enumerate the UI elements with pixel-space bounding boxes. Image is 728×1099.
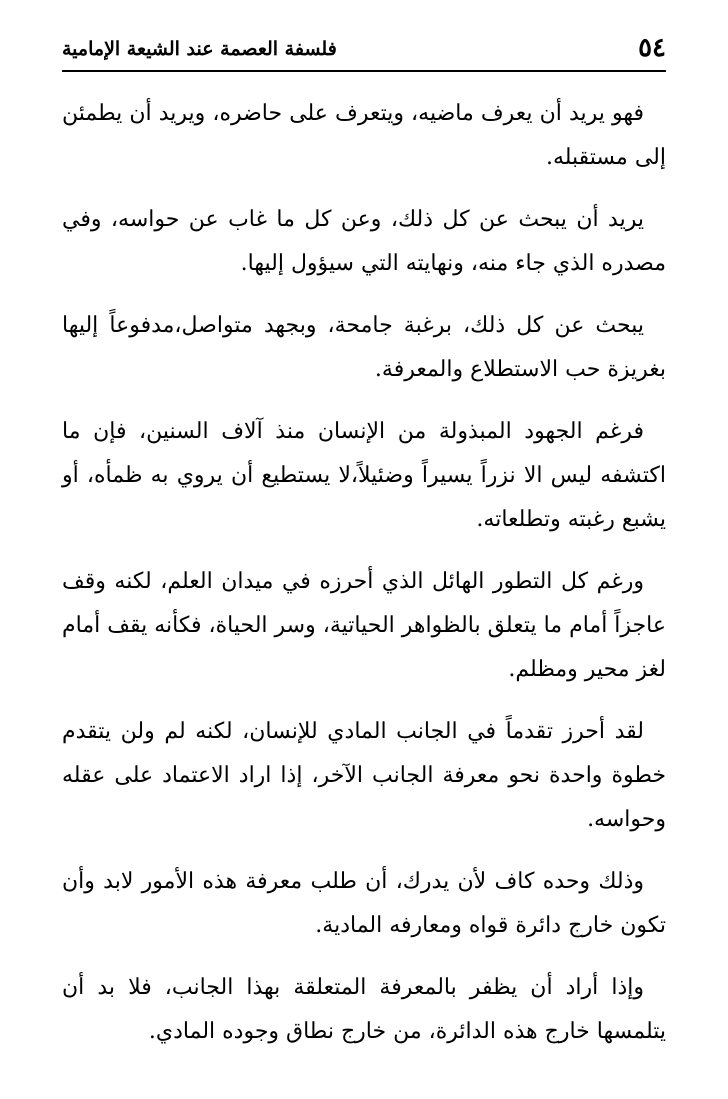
paragraph-3: يبحث عن كل ذلك، برغبة جامحة، وبجهد متواصل،مدفوعاً إليها بغريزة حب الاستطلاع والمعرفة. — [62, 313, 666, 382]
paragraph-6: لقد أحرز تقدماً في الجانب المادي للإنسان، لكنه لم ولن يتقدم خطوة واحدة نحو معرفة الجانب الآخر، إذا اراد الاعتماد على عقله وحواسه. — [62, 719, 666, 832]
header-divider — [62, 70, 666, 72]
page-number: ٥٤ — [638, 33, 666, 63]
body-text — [62, 92, 666, 1072]
paragraph-4: فرغم الجهود المبذولة من الإنسان منذ آلاف السنين، فإن ما اكتشفه ليس الا نزراً يسيراً وضئيلاً،لا يستطيع أن يروي به ظمأه، أو يشبع رغبته وتطلعاته. — [62, 419, 666, 532]
paragraph-2: يريد أن يبحث عن كل ذلك، وعن كل ما غاب عن حواسه، وفي مصدره الذي جاء منه، ونهايته التي سيؤول إليها. — [62, 207, 666, 276]
paragraph-8: وإذا أراد أن يظفر بالمعرفة المتعلقة بهذا الجانب، فلا بد أن يتلمسها خارج هذه الدائرة، من خارج نطاق وجوده المادي. — [62, 975, 666, 1044]
paragraph-5: ورغم كل التطور الهائل الذي أحرزه في ميدان العلم، لكنه وقف عاجزاً أمام ما يتعلق بالظواهر الحياتية، وسر الحياة، فكأنه يقف أمام لغز محير ومظلم. — [62, 569, 666, 682]
running-title: فلسفة العصمة عند الشيعة الإمامية — [62, 38, 337, 60]
paragraph-1: فهو يريد أن يعرف ماضيه، ويتعرف على حاضره، ويريد أن يطمئن إلى مستقبله. — [62, 101, 666, 170]
running-header — [62, 30, 666, 70]
paragraph-7: وذلك وحده كاف لأن يدرك، أن طلب معرفة هذه الأمور لابد وأن تكون خارج دائرة قواه ومعارفه المادية. — [62, 869, 666, 938]
